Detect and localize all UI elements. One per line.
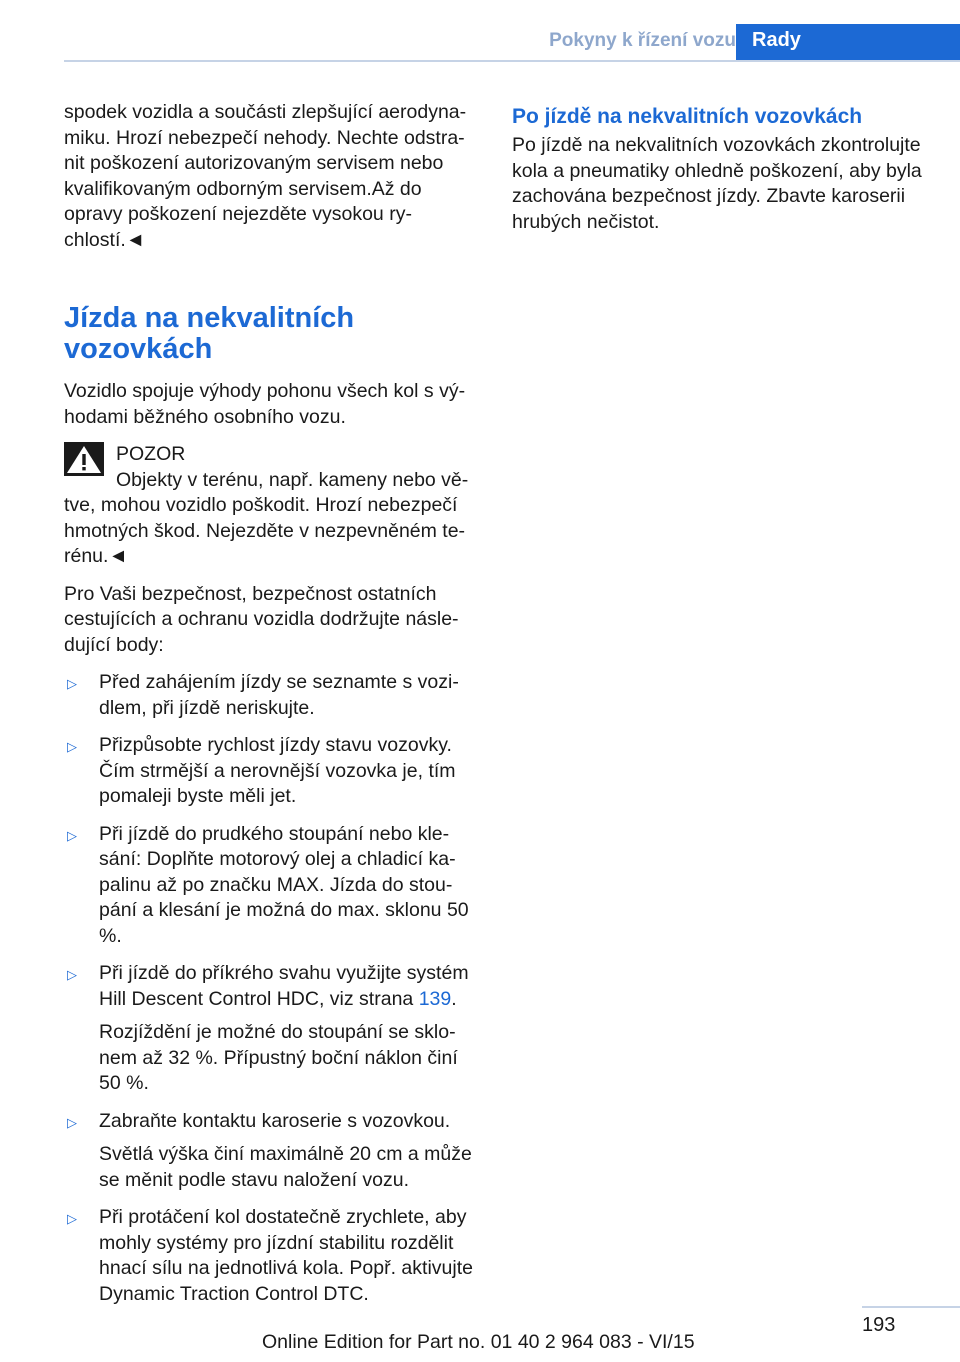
list-item-text: Přizpůsobte rychlost jízdy stavu vozovky. Čím strmější a nerovnější vozovka je, tím pomaleji byste měli jet. xyxy=(99,734,456,807)
left-column xyxy=(64,100,478,1319)
right-column xyxy=(512,103,932,247)
bullet-icon: ▷ xyxy=(67,827,77,843)
header-section-title: Pokyny k řízení vozu xyxy=(549,30,736,51)
warning-block xyxy=(64,442,478,570)
list-item-note: Rozjíždění je možné do stoupání se sklo-nem až 32 %. Přípustný boční náklon činí 50 %. xyxy=(99,1021,458,1094)
bullet-icon: ▷ xyxy=(67,1114,77,1130)
page-header xyxy=(64,24,960,60)
page-reference-link[interactable]: 139 xyxy=(418,987,452,1010)
bullet-icon: ▷ xyxy=(67,739,77,754)
list-item-text: Před zahájením jízdy se seznamte s vozi-dlem, při jízdě neriskujte. xyxy=(99,671,459,719)
bullet-icon: ▷ xyxy=(67,1211,77,1226)
edition-footer: Online Edition for Part no. 01 40 2 964 083 - VI/15 xyxy=(262,1331,695,1353)
list-item xyxy=(64,961,478,1097)
intro-paragraph: spodek vozidla a součásti zlepšující aerodyna-miku. Hrozí nebezpečí nehody. Nechte odstra-nit poškození autorizovaným servisem nebo kvalifikovaným odborným servisem.Až do opravy poškození nejezděte vysokou ry-chlostí.◄ xyxy=(64,101,467,251)
list-item xyxy=(64,733,478,810)
list-item xyxy=(64,1109,478,1194)
list-item-text: Při protáčení kol dostatečně zrychlete, aby mohly systémy pro jízdní stabilitu rozdělit hnací sílu na jednotlivá kola. Popř. aktivujte Dynamic Traction Control DTC. xyxy=(99,1206,473,1305)
list-item xyxy=(64,822,478,950)
intro-text: Vozidlo spojuje výhody pohonu všech kol s vý-hodami běžného osobního vozu. xyxy=(64,380,466,428)
list-item-text-end: . xyxy=(451,987,457,1010)
warning-triangle-icon xyxy=(64,442,104,476)
warning-title: POZOR xyxy=(116,443,186,465)
list-item xyxy=(64,670,478,721)
list-item-text: Při jízdě do prudkého stoupání nebo kle-sání: Doplňte motorový olej a chladicí ka-palinu až po značku MAX. Jízda do stou-pání a klesání je možná do max. sklonu 50 %. xyxy=(99,822,469,947)
bullet-list xyxy=(64,670,478,1307)
list-item-note: Světlá výška činí maximálně 20 cm a může se měnit podle stavu naložení vozu. xyxy=(99,1143,472,1191)
bullet-icon: ▷ xyxy=(67,676,77,691)
subsection-text: Po jízdě na nekvalitních vozovkách zkontrolujte kola a pneumatiky ohledně poškození, aby byla zachována bezpečnost jízdy. Zbavte karoserii hrubých nečistot. xyxy=(512,134,922,233)
subsection-heading: Po jízdě na nekvalitních vozovkách xyxy=(512,105,863,128)
list-item-text: Při jízdě do příkrého svahu využijte systém Hill Descent Control HDC, viz strana xyxy=(99,962,469,1010)
bullet-icon: ▷ xyxy=(67,967,77,982)
section-heading: Jízda na nekvalitních vozovkách xyxy=(64,302,355,365)
warning-text: Objekty v terénu, např. kameny nebo vě-tve, mohou vozidlo poškodit. Hrozí nebezpečí hmotných škod. Nejezděte v nezpevněném te-rénu.◄ xyxy=(64,468,469,567)
points-intro: Pro Vaši bezpečnost, bezpečnost ostatních cestujících a ochranu vozidla dodržujte násle-dující body: xyxy=(64,582,459,656)
list-item xyxy=(64,1205,478,1307)
footer-rule xyxy=(862,1306,960,1308)
page-number: 193 xyxy=(862,1314,896,1336)
header-tab: Rady xyxy=(736,24,960,62)
header-rule xyxy=(64,60,960,62)
list-item-text: Zabraňte kontaktu karoserie s vozovkou. xyxy=(99,1109,451,1132)
